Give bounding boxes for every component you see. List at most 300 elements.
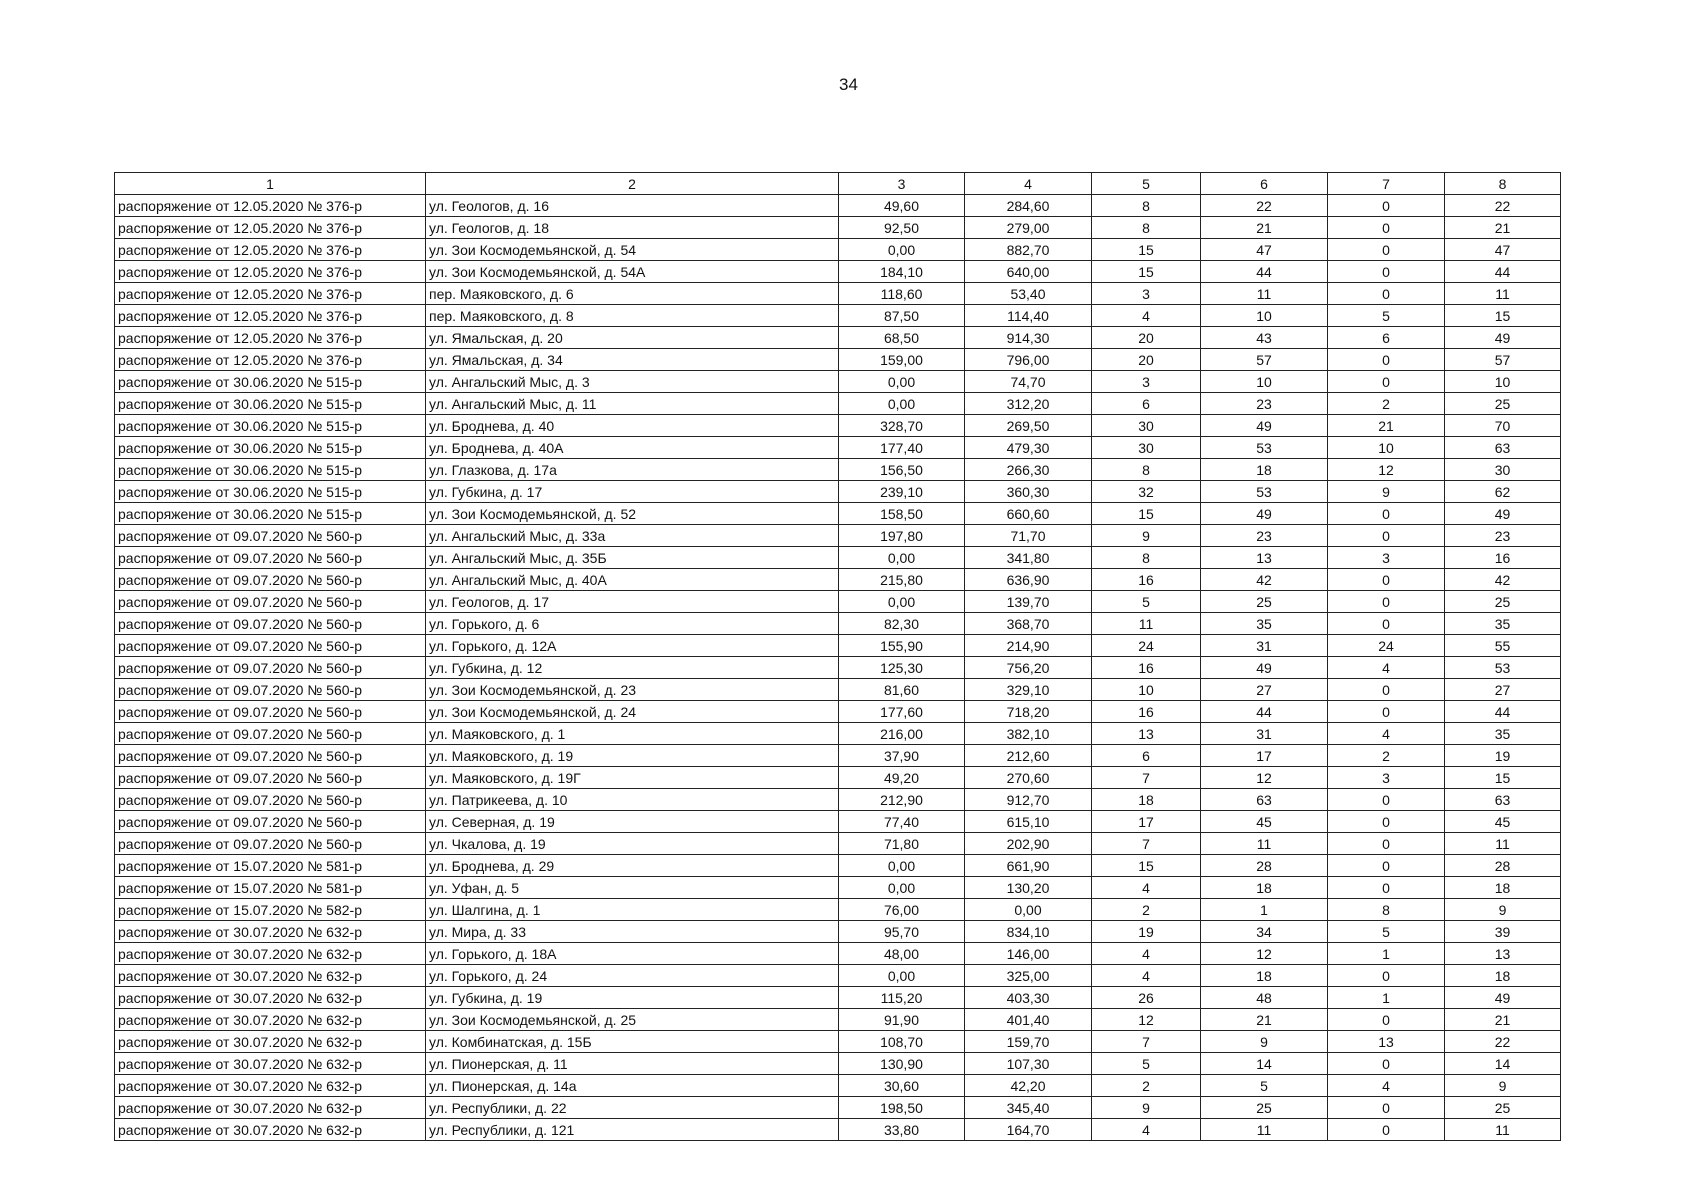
count-cell: 22 bbox=[1445, 1031, 1561, 1053]
value-cell: 661,90 bbox=[965, 855, 1092, 877]
count-cell: 20 bbox=[1092, 349, 1201, 371]
count-cell: 0 bbox=[1328, 195, 1445, 217]
count-cell: 35 bbox=[1201, 613, 1328, 635]
value-cell: 212,90 bbox=[839, 789, 965, 811]
count-cell: 0 bbox=[1328, 239, 1445, 261]
count-cell: 24 bbox=[1092, 635, 1201, 657]
value-cell: 914,30 bbox=[965, 327, 1092, 349]
value-cell: 215,80 bbox=[839, 569, 965, 591]
count-cell: 25 bbox=[1201, 1097, 1328, 1119]
value-cell: 156,50 bbox=[839, 459, 965, 481]
table-row bbox=[115, 569, 1561, 591]
count-cell: 16 bbox=[1092, 569, 1201, 591]
address-cell: ул. Горького, д. 18А bbox=[426, 943, 839, 965]
address-cell: ул. Зои Космодемьянской, д. 24 bbox=[426, 701, 839, 723]
order-cell: распоряжение от 12.05.2020 № 376-р bbox=[115, 327, 426, 349]
table-row bbox=[115, 723, 1561, 745]
value-cell: 74,70 bbox=[965, 371, 1092, 393]
order-cell: распоряжение от 09.07.2020 № 560-р bbox=[115, 679, 426, 701]
count-cell: 4 bbox=[1328, 657, 1445, 679]
header-row bbox=[115, 173, 1561, 195]
value-cell: 146,00 bbox=[965, 943, 1092, 965]
table-row bbox=[115, 1075, 1561, 1097]
table-row bbox=[115, 833, 1561, 855]
value-cell: 0,00 bbox=[839, 371, 965, 393]
order-cell: распоряжение от 09.07.2020 № 560-р bbox=[115, 547, 426, 569]
count-cell: 18 bbox=[1445, 965, 1561, 987]
value-cell: 214,90 bbox=[965, 635, 1092, 657]
order-cell: распоряжение от 09.07.2020 № 560-р bbox=[115, 701, 426, 723]
count-cell: 2 bbox=[1328, 393, 1445, 415]
count-cell: 43 bbox=[1201, 327, 1328, 349]
value-cell: 660,60 bbox=[965, 503, 1092, 525]
count-cell: 11 bbox=[1445, 283, 1561, 305]
table-row bbox=[115, 349, 1561, 371]
count-cell: 0 bbox=[1328, 613, 1445, 635]
page-number: 34 bbox=[839, 75, 858, 94]
count-cell: 13 bbox=[1328, 1031, 1445, 1053]
order-cell: распоряжение от 15.07.2020 № 581-р bbox=[115, 877, 426, 899]
count-cell: 7 bbox=[1092, 767, 1201, 789]
count-cell: 70 bbox=[1445, 415, 1561, 437]
table-row bbox=[115, 789, 1561, 811]
order-cell: распоряжение от 30.07.2020 № 632-р bbox=[115, 1031, 426, 1053]
count-cell: 0 bbox=[1328, 503, 1445, 525]
value-cell: 640,00 bbox=[965, 261, 1092, 283]
value-cell: 269,50 bbox=[965, 415, 1092, 437]
value-cell: 360,30 bbox=[965, 481, 1092, 503]
table-row bbox=[115, 1009, 1561, 1031]
count-cell: 25 bbox=[1445, 393, 1561, 415]
value-cell: 197,80 bbox=[839, 525, 965, 547]
count-cell: 19 bbox=[1092, 921, 1201, 943]
value-cell: 615,10 bbox=[965, 811, 1092, 833]
table-row bbox=[115, 1097, 1561, 1119]
address-cell: ул. Уфан, д. 5 bbox=[426, 877, 839, 899]
address-cell: ул. Горького, д. 24 bbox=[426, 965, 839, 987]
address-cell: ул. Губкина, д. 17 bbox=[426, 481, 839, 503]
count-cell: 47 bbox=[1201, 239, 1328, 261]
order-cell: распоряжение от 30.07.2020 № 632-р bbox=[115, 1075, 426, 1097]
address-cell: ул. Геологов, д. 18 bbox=[426, 217, 839, 239]
value-cell: 401,40 bbox=[965, 1009, 1092, 1031]
count-cell: 4 bbox=[1092, 943, 1201, 965]
count-cell: 12 bbox=[1201, 943, 1328, 965]
count-cell: 8 bbox=[1092, 459, 1201, 481]
value-cell: 212,60 bbox=[965, 745, 1092, 767]
count-cell: 11 bbox=[1445, 1119, 1561, 1141]
table-row bbox=[115, 239, 1561, 261]
address-cell: пер. Маяковского, д. 8 bbox=[426, 305, 839, 327]
value-cell: 159,70 bbox=[965, 1031, 1092, 1053]
table-body bbox=[115, 195, 1561, 1141]
count-cell: 4 bbox=[1092, 1119, 1201, 1141]
order-cell: распоряжение от 30.07.2020 № 632-р bbox=[115, 1097, 426, 1119]
count-cell: 49 bbox=[1201, 503, 1328, 525]
count-cell: 42 bbox=[1445, 569, 1561, 591]
table-row bbox=[115, 283, 1561, 305]
value-cell: 177,40 bbox=[839, 437, 965, 459]
count-cell: 11 bbox=[1201, 833, 1328, 855]
column-header: 2 bbox=[426, 173, 839, 195]
count-cell: 16 bbox=[1092, 701, 1201, 723]
table-row bbox=[115, 613, 1561, 635]
count-cell: 28 bbox=[1201, 855, 1328, 877]
value-cell: 49,60 bbox=[839, 195, 965, 217]
address-cell: пер. Маяковского, д. 6 bbox=[426, 283, 839, 305]
value-cell: 164,70 bbox=[965, 1119, 1092, 1141]
count-cell: 31 bbox=[1201, 723, 1328, 745]
count-cell: 21 bbox=[1328, 415, 1445, 437]
value-cell: 479,30 bbox=[965, 437, 1092, 459]
count-cell: 0 bbox=[1328, 1053, 1445, 1075]
order-cell: распоряжение от 09.07.2020 № 560-р bbox=[115, 569, 426, 591]
address-cell: ул. Ангальский Мыс, д. 11 bbox=[426, 393, 839, 415]
count-cell: 15 bbox=[1445, 305, 1561, 327]
table-row bbox=[115, 943, 1561, 965]
count-cell: 18 bbox=[1201, 877, 1328, 899]
count-cell: 9 bbox=[1092, 525, 1201, 547]
count-cell: 57 bbox=[1445, 349, 1561, 371]
order-cell: распоряжение от 09.07.2020 № 560-р bbox=[115, 723, 426, 745]
value-cell: 91,90 bbox=[839, 1009, 965, 1031]
value-cell: 270,60 bbox=[965, 767, 1092, 789]
table-row bbox=[115, 987, 1561, 1009]
count-cell: 42 bbox=[1201, 569, 1328, 591]
count-cell: 11 bbox=[1201, 283, 1328, 305]
count-cell: 27 bbox=[1445, 679, 1561, 701]
value-cell: 312,20 bbox=[965, 393, 1092, 415]
value-cell: 718,20 bbox=[965, 701, 1092, 723]
count-cell: 57 bbox=[1201, 349, 1328, 371]
address-cell: ул. Комбинатская, д. 15Б bbox=[426, 1031, 839, 1053]
address-cell: ул. Ямальская, д. 34 bbox=[426, 349, 839, 371]
order-cell: распоряжение от 12.05.2020 № 376-р bbox=[115, 195, 426, 217]
count-cell: 6 bbox=[1328, 327, 1445, 349]
value-cell: 125,30 bbox=[839, 657, 965, 679]
address-cell: ул. Пионерская, д. 11 bbox=[426, 1053, 839, 1075]
address-cell: ул. Зои Космодемьянской, д. 54 bbox=[426, 239, 839, 261]
table-row bbox=[115, 525, 1561, 547]
address-cell: ул. Республики, д. 121 bbox=[426, 1119, 839, 1141]
order-cell: распоряжение от 30.06.2020 № 515-р bbox=[115, 371, 426, 393]
count-cell: 24 bbox=[1328, 635, 1445, 657]
count-cell: 1 bbox=[1201, 899, 1328, 921]
count-cell: 0 bbox=[1328, 283, 1445, 305]
address-cell: ул. Ангальский Мыс, д. 3 bbox=[426, 371, 839, 393]
value-cell: 882,70 bbox=[965, 239, 1092, 261]
count-cell: 49 bbox=[1445, 327, 1561, 349]
count-cell: 1 bbox=[1328, 987, 1445, 1009]
table-row bbox=[115, 481, 1561, 503]
count-cell: 32 bbox=[1092, 481, 1201, 503]
order-cell: распоряжение от 30.06.2020 № 515-р bbox=[115, 481, 426, 503]
count-cell: 11 bbox=[1445, 833, 1561, 855]
value-cell: 95,70 bbox=[839, 921, 965, 943]
count-cell: 0 bbox=[1328, 811, 1445, 833]
value-cell: 177,60 bbox=[839, 701, 965, 723]
value-cell: 239,10 bbox=[839, 481, 965, 503]
value-cell: 284,60 bbox=[965, 195, 1092, 217]
value-cell: 0,00 bbox=[965, 899, 1092, 921]
address-cell: ул. Глазкова, д. 17а bbox=[426, 459, 839, 481]
value-cell: 76,00 bbox=[839, 899, 965, 921]
value-cell: 68,50 bbox=[839, 327, 965, 349]
count-cell: 21 bbox=[1445, 1009, 1561, 1031]
count-cell: 9 bbox=[1445, 1075, 1561, 1097]
value-cell: 71,70 bbox=[965, 525, 1092, 547]
address-cell: ул. Геологов, д. 17 bbox=[426, 591, 839, 613]
count-cell: 22 bbox=[1201, 195, 1328, 217]
table-row bbox=[115, 261, 1561, 283]
value-cell: 0,00 bbox=[839, 547, 965, 569]
count-cell: 6 bbox=[1092, 393, 1201, 415]
count-cell: 15 bbox=[1092, 503, 1201, 525]
value-cell: 403,30 bbox=[965, 987, 1092, 1009]
count-cell: 0 bbox=[1328, 1097, 1445, 1119]
order-cell: распоряжение от 09.07.2020 № 560-р bbox=[115, 767, 426, 789]
table-row bbox=[115, 503, 1561, 525]
count-cell: 4 bbox=[1328, 1075, 1445, 1097]
value-cell: 0,00 bbox=[839, 239, 965, 261]
count-cell: 10 bbox=[1328, 437, 1445, 459]
count-cell: 15 bbox=[1092, 239, 1201, 261]
count-cell: 16 bbox=[1445, 547, 1561, 569]
value-cell: 328,70 bbox=[839, 415, 965, 437]
address-cell: ул. Пионерская, д. 14а bbox=[426, 1075, 839, 1097]
table-row bbox=[115, 1119, 1561, 1141]
table-row bbox=[115, 811, 1561, 833]
count-cell: 0 bbox=[1328, 1119, 1445, 1141]
value-cell: 266,30 bbox=[965, 459, 1092, 481]
count-cell: 1 bbox=[1328, 943, 1445, 965]
order-cell: распоряжение от 15.07.2020 № 581-р bbox=[115, 855, 426, 877]
order-cell: распоряжение от 09.07.2020 № 560-р bbox=[115, 811, 426, 833]
value-cell: 329,10 bbox=[965, 679, 1092, 701]
count-cell: 9 bbox=[1445, 899, 1561, 921]
value-cell: 30,60 bbox=[839, 1075, 965, 1097]
address-cell: ул. Шалгина, д. 1 bbox=[426, 899, 839, 921]
order-cell: распоряжение от 09.07.2020 № 560-р bbox=[115, 613, 426, 635]
table-row bbox=[115, 701, 1561, 723]
count-cell: 0 bbox=[1328, 261, 1445, 283]
value-cell: 33,80 bbox=[839, 1119, 965, 1141]
table-row bbox=[115, 217, 1561, 239]
order-cell: распоряжение от 30.07.2020 № 632-р bbox=[115, 1119, 426, 1141]
count-cell: 13 bbox=[1445, 943, 1561, 965]
table-row bbox=[115, 767, 1561, 789]
count-cell: 49 bbox=[1445, 503, 1561, 525]
order-cell: распоряжение от 12.05.2020 № 376-р bbox=[115, 283, 426, 305]
order-cell: распоряжение от 09.07.2020 № 560-р bbox=[115, 635, 426, 657]
count-cell: 63 bbox=[1201, 789, 1328, 811]
count-cell: 4 bbox=[1092, 877, 1201, 899]
value-cell: 0,00 bbox=[839, 591, 965, 613]
column-header: 5 bbox=[1092, 173, 1201, 195]
table-row bbox=[115, 745, 1561, 767]
value-cell: 0,00 bbox=[839, 393, 965, 415]
value-cell: 130,20 bbox=[965, 877, 1092, 899]
count-cell: 35 bbox=[1445, 613, 1561, 635]
table-row bbox=[115, 657, 1561, 679]
column-header: 1 bbox=[115, 173, 426, 195]
count-cell: 0 bbox=[1328, 217, 1445, 239]
table-row bbox=[115, 1053, 1561, 1075]
count-cell: 30 bbox=[1445, 459, 1561, 481]
count-cell: 0 bbox=[1328, 525, 1445, 547]
value-cell: 0,00 bbox=[839, 965, 965, 987]
address-cell: ул. Горького, д. 6 bbox=[426, 613, 839, 635]
address-cell: ул. Ангальский Мыс, д. 35Б bbox=[426, 547, 839, 569]
table-row bbox=[115, 965, 1561, 987]
count-cell: 30 bbox=[1092, 437, 1201, 459]
count-cell: 25 bbox=[1445, 591, 1561, 613]
count-cell: 23 bbox=[1201, 525, 1328, 547]
count-cell: 45 bbox=[1201, 811, 1328, 833]
count-cell: 49 bbox=[1201, 415, 1328, 437]
address-cell: ул. Ангальский Мыс, д. 33а bbox=[426, 525, 839, 547]
address-cell: ул. Зои Космодемьянской, д. 52 bbox=[426, 503, 839, 525]
count-cell: 2 bbox=[1092, 899, 1201, 921]
order-cell: распоряжение от 30.06.2020 № 515-р bbox=[115, 459, 426, 481]
count-cell: 22 bbox=[1445, 195, 1561, 217]
value-cell: 49,20 bbox=[839, 767, 965, 789]
count-cell: 3 bbox=[1328, 767, 1445, 789]
count-cell: 13 bbox=[1201, 547, 1328, 569]
count-cell: 19 bbox=[1445, 745, 1561, 767]
count-cell: 26 bbox=[1092, 987, 1201, 1009]
value-cell: 71,80 bbox=[839, 833, 965, 855]
table-row bbox=[115, 437, 1561, 459]
count-cell: 10 bbox=[1092, 679, 1201, 701]
count-cell: 0 bbox=[1328, 833, 1445, 855]
count-cell: 34 bbox=[1201, 921, 1328, 943]
count-cell: 21 bbox=[1201, 1009, 1328, 1031]
count-cell: 0 bbox=[1328, 591, 1445, 613]
count-cell: 0 bbox=[1328, 569, 1445, 591]
value-cell: 158,50 bbox=[839, 503, 965, 525]
value-cell: 184,10 bbox=[839, 261, 965, 283]
column-header: 8 bbox=[1445, 173, 1561, 195]
value-cell: 118,60 bbox=[839, 283, 965, 305]
table-row bbox=[115, 899, 1561, 921]
count-cell: 18 bbox=[1201, 965, 1328, 987]
count-cell: 16 bbox=[1092, 657, 1201, 679]
count-cell: 20 bbox=[1092, 327, 1201, 349]
count-cell: 25 bbox=[1201, 591, 1328, 613]
count-cell: 48 bbox=[1201, 987, 1328, 1009]
value-cell: 107,30 bbox=[965, 1053, 1092, 1075]
order-cell: распоряжение от 09.07.2020 № 560-р bbox=[115, 833, 426, 855]
address-cell: ул. Броднева, д. 29 bbox=[426, 855, 839, 877]
order-cell: распоряжение от 09.07.2020 № 560-р bbox=[115, 657, 426, 679]
value-cell: 756,20 bbox=[965, 657, 1092, 679]
count-cell: 0 bbox=[1328, 855, 1445, 877]
count-cell: 0 bbox=[1328, 701, 1445, 723]
count-cell: 44 bbox=[1201, 701, 1328, 723]
count-cell: 0 bbox=[1328, 877, 1445, 899]
value-cell: 0,00 bbox=[839, 855, 965, 877]
value-cell: 636,90 bbox=[965, 569, 1092, 591]
address-cell: ул. Геологов, д. 16 bbox=[426, 195, 839, 217]
table-row bbox=[115, 635, 1561, 657]
count-cell: 0 bbox=[1328, 965, 1445, 987]
address-cell: ул. Чкалова, д. 19 bbox=[426, 833, 839, 855]
order-cell: распоряжение от 12.05.2020 № 376-р bbox=[115, 305, 426, 327]
count-cell: 17 bbox=[1092, 811, 1201, 833]
value-cell: 155,90 bbox=[839, 635, 965, 657]
count-cell: 8 bbox=[1092, 547, 1201, 569]
count-cell: 2 bbox=[1092, 1075, 1201, 1097]
count-cell: 14 bbox=[1445, 1053, 1561, 1075]
count-cell: 44 bbox=[1201, 261, 1328, 283]
value-cell: 48,00 bbox=[839, 943, 965, 965]
count-cell: 10 bbox=[1201, 371, 1328, 393]
count-cell: 0 bbox=[1328, 789, 1445, 811]
order-cell: распоряжение от 30.07.2020 № 632-р bbox=[115, 987, 426, 1009]
order-cell: распоряжение от 30.06.2020 № 515-р bbox=[115, 437, 426, 459]
count-cell: 53 bbox=[1201, 481, 1328, 503]
order-cell: распоряжение от 15.07.2020 № 582-р bbox=[115, 899, 426, 921]
table-row bbox=[115, 393, 1561, 415]
count-cell: 15 bbox=[1092, 261, 1201, 283]
value-cell: 382,10 bbox=[965, 723, 1092, 745]
order-cell: распоряжение от 12.05.2020 № 376-р bbox=[115, 217, 426, 239]
count-cell: 5 bbox=[1328, 921, 1445, 943]
data-table bbox=[114, 172, 1561, 1141]
count-cell: 4 bbox=[1328, 723, 1445, 745]
count-cell: 45 bbox=[1445, 811, 1561, 833]
value-cell: 216,00 bbox=[839, 723, 965, 745]
order-cell: распоряжение от 30.07.2020 № 632-р bbox=[115, 965, 426, 987]
count-cell: 7 bbox=[1092, 833, 1201, 855]
value-cell: 368,70 bbox=[965, 613, 1092, 635]
table-row bbox=[115, 415, 1561, 437]
order-cell: распоряжение от 30.06.2020 № 515-р bbox=[115, 393, 426, 415]
value-cell: 202,90 bbox=[965, 833, 1092, 855]
order-cell: распоряжение от 30.07.2020 № 632-р bbox=[115, 1009, 426, 1031]
order-cell: распоряжение от 30.07.2020 № 632-р bbox=[115, 921, 426, 943]
column-header: 7 bbox=[1328, 173, 1445, 195]
column-header: 4 bbox=[965, 173, 1092, 195]
count-cell: 8 bbox=[1092, 195, 1201, 217]
table-row bbox=[115, 855, 1561, 877]
value-cell: 0,00 bbox=[839, 877, 965, 899]
count-cell: 3 bbox=[1092, 371, 1201, 393]
count-cell: 21 bbox=[1445, 217, 1561, 239]
count-cell: 9 bbox=[1201, 1031, 1328, 1053]
count-cell: 9 bbox=[1092, 1097, 1201, 1119]
order-cell: распоряжение от 09.07.2020 № 560-р bbox=[115, 525, 426, 547]
count-cell: 18 bbox=[1092, 789, 1201, 811]
count-cell: 18 bbox=[1201, 459, 1328, 481]
address-cell: ул. Маяковского, д. 19Г bbox=[426, 767, 839, 789]
count-cell: 49 bbox=[1201, 657, 1328, 679]
table-row bbox=[115, 591, 1561, 613]
table-row bbox=[115, 547, 1561, 569]
value-cell: 912,70 bbox=[965, 789, 1092, 811]
count-cell: 8 bbox=[1328, 899, 1445, 921]
table-row bbox=[115, 327, 1561, 349]
table-row bbox=[115, 305, 1561, 327]
count-cell: 11 bbox=[1092, 613, 1201, 635]
address-cell: ул. Зои Космодемьянской, д. 54А bbox=[426, 261, 839, 283]
count-cell: 15 bbox=[1445, 767, 1561, 789]
address-cell: ул. Зои Космодемьянской, д. 25 bbox=[426, 1009, 839, 1031]
count-cell: 49 bbox=[1445, 987, 1561, 1009]
order-cell: распоряжение от 12.05.2020 № 376-р bbox=[115, 261, 426, 283]
table-row bbox=[115, 459, 1561, 481]
